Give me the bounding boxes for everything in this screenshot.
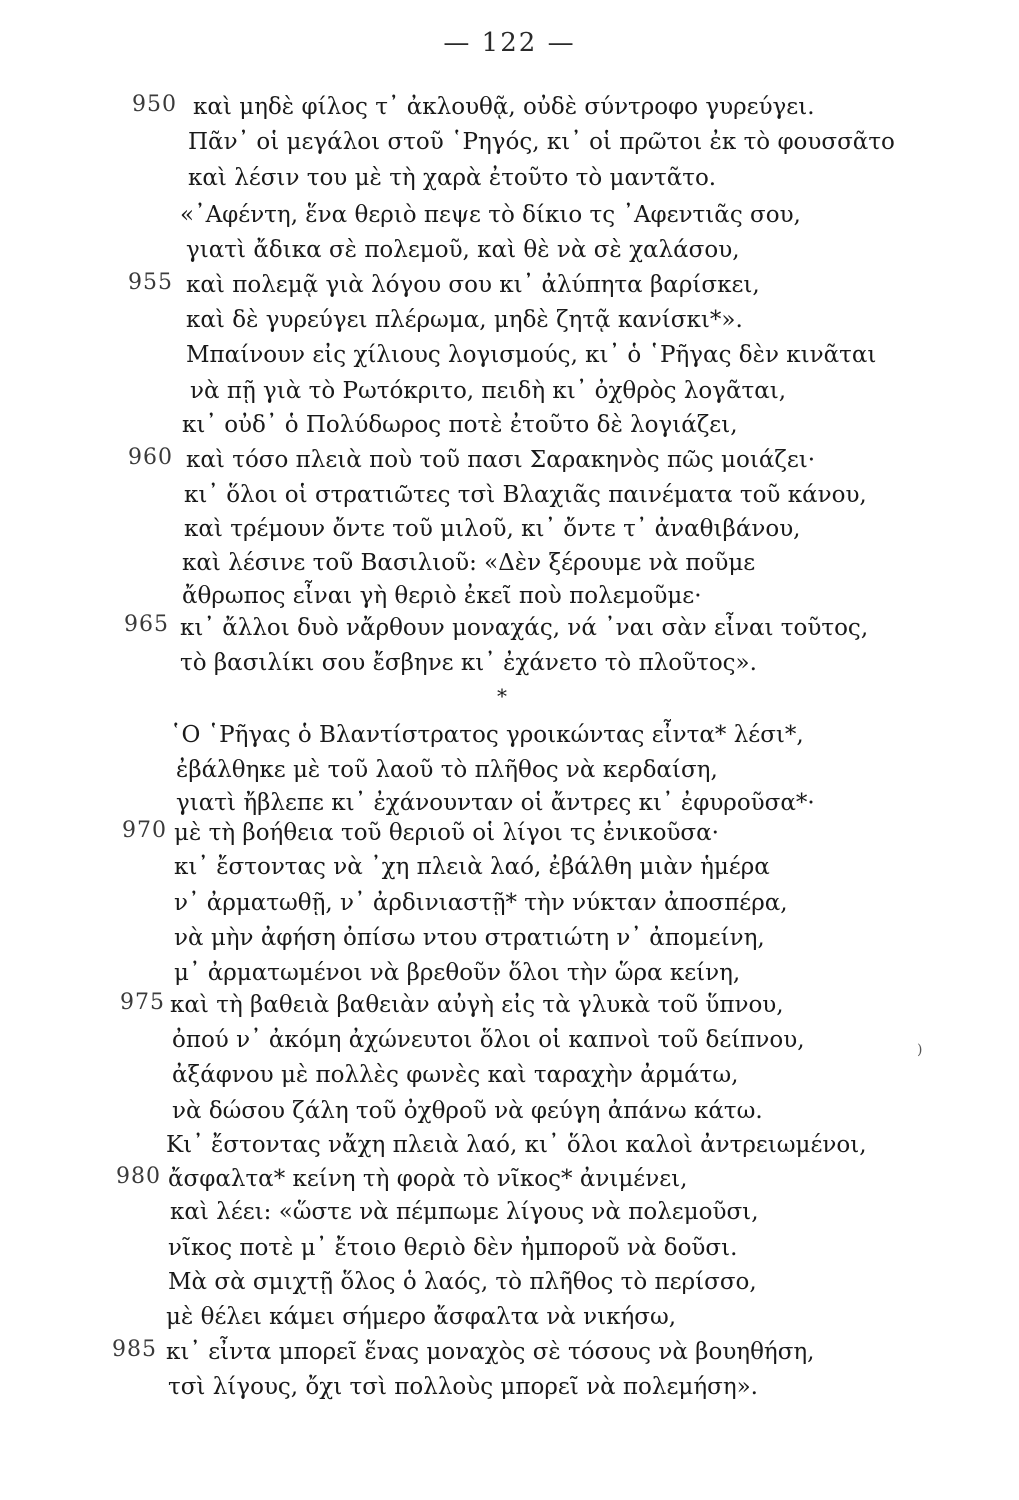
verse-line: Μπαίνουν εἰς χίλιους λογισμούς, κι᾿ ὁ ῾Ρῆγας δὲν κινᾶται [186,342,877,368]
verse-number: 960 [128,445,173,470]
verse-line: ἀξάφνου μὲ πολλὲς φωνὲς καὶ ταραχὴν ἀρμάτω, [172,1062,739,1088]
verse-line: νῖκος ποτὲ μ᾿ ἔτοιο θεριὸ δὲν ἠμποροῦ νὰ δοῦσι. [168,1235,738,1261]
section-break-asterisk: * [497,684,507,708]
verse-line: ὀπού ν᾿ ἀκόμη ἀχώνευτοι ὅλοι οἱ καπνοὶ τοῦ δείπνου, [172,1027,805,1053]
verse-line: Κι᾿ ἔστοντας νἄχη πλειὰ λαό, κι᾿ ὅλοι καλοὶ ἀντρειωμένοι, [166,1132,867,1158]
verse-line: καὶ τόσο πλειὰ ποὺ τοῦ πασι Σαρακηνὸς πῶς μοιάζει· [186,447,816,473]
verse-number: 985 [112,1337,157,1362]
verse-line: ἐβάλθηκε μὲ τοῦ λαοῦ τὸ πλῆθος νὰ κερδαίση, [176,757,718,783]
stray-mark: ) [917,1042,923,1058]
verse-line: Πᾶν᾿ οἱ μεγάλοι στοῦ ῾Ρηγός, κι᾿ οἱ πρῶτοι ἐκ τὸ φουσσᾶτο [188,129,895,155]
verse-line: τσὶ λίγους, ὄχι τσὶ πολλοὺς μπορεῖ νὰ πολεμήση». [168,1374,758,1400]
verse-line: καὶ μηδὲ φίλος τ᾿ ἀκλουθᾷ, οὐδὲ σύντροφο γυρεύγει. [193,94,815,120]
verse-line: καὶ τρέμουν ὄντε τοῦ μιλοῦ, κι᾿ ὄντε τ᾿ ἀναθιβάνου, [184,516,801,542]
verse-number: 980 [116,1164,161,1189]
verse-line: καὶ λέει: «ὥστε νὰ πέμπωμε λίγους νὰ πολεμοῦσι, [170,1199,759,1225]
verse-line: «᾿Αφέντη, ἕνα θεριὸ πεψε τὸ δίκιο τς ᾿Αφεντιᾶς σου, [180,202,801,228]
verse-line: μ᾿ ἀρματωμένοι νὰ βρεθοῦν ὅλοι τὴν ὥρα κείνη, [174,960,741,986]
verse-line: γιατὶ ἤβλεπε κι᾿ ἐχάνουνταν οἱ ἄντρες κι᾿ ἐφυροῦσα*· [176,790,815,816]
verse-number: 970 [122,818,167,843]
verse-line: κι᾿ εἶντα μπορεῖ ἕνας μοναχὸς σὲ τόσους νὰ βουηθήση, [166,1339,815,1365]
verse-line: ν᾿ ἀρματωθῇ, ν᾿ ἀρδινιαστῇ* τὴν νύκταν ἀποσπέρα, [174,890,788,916]
verse-line: μὲ θέλει κάμει σήμερο ἄσφαλτα νὰ νικήσω, [166,1304,677,1330]
verse-number: 950 [132,92,177,117]
verse-line: ἄθρωπος εἶναι γὴ θεριὸ ἐκεῖ ποὺ πολεμοῦμε· [182,583,702,609]
verse-line: καὶ λέσιν του μὲ τὴ χαρὰ ἐτοῦτο τὸ μαντᾶτο. [188,165,717,191]
verse-line: κι᾿ ἄλλοι δυὸ νἄρθουν μοναχάς, νά ᾿ναι σὰν εἶναι τοῦτος, [180,615,869,641]
verse-line: κι᾿ ὅλοι οἱ στρατιῶτες τσὶ Βλαχιᾶς παινέματα τοῦ κάνου, [184,482,867,508]
verse-line: ῾Ο ῾Ρῆγας ὁ Βλαντίστρατος γροικώντας εἶντα* λέσι*, [170,722,804,748]
verse-number: 975 [120,990,165,1015]
verse-line: καὶ τὴ βαθειὰ βαθειὰν αὐγὴ εἰς τὰ γλυκὰ τοῦ ὕπνου, [170,992,784,1018]
verse-line: τὸ βασιλίκι σου ἔσβηνε κι᾿ ἐχάνετο τὸ πλοῦτος». [180,650,757,676]
verse-line: νὰ δώσου ζάλη τοῦ ὀχθροῦ νὰ φεύγη ἀπάνω κάτω. [172,1098,763,1124]
verse-line: καὶ λέσινε τοῦ Βασιλιοῦ: «Δὲν ξέρουμε νὰ ποῦμε [182,550,756,576]
verse-line: μὲ τὴ βοήθεια τοῦ θεριοῦ οἱ λίγοι τς ἐνικοῦσα· [174,820,719,846]
verse-line: καὶ δὲ γυρεύγει πλέρωμα, μηδὲ ζητᾷ κανίσκι*». [186,307,743,333]
verse-line: γιατὶ ἄδικα σὲ πολεμοῦ, καὶ θὲ νὰ σὲ χαλάσου, [186,237,740,263]
verse-line: νὰ μὴν ἀφήση ὀπίσω ντου στρατιώτη ν᾿ ἀπομείνη, [174,925,765,951]
verse-line: κι᾿ ἔστοντας νὰ ᾿χη πλειὰ λαό, ἐβάλθη μιὰν ἡμέρα [174,854,770,880]
page-number: — 122 — [443,28,576,58]
verse-number: 965 [124,612,169,637]
verse-number: 955 [128,270,173,295]
verse-line: ἄσφαλτα* κείνη τὴ φορὰ τὸ νῖκος* ἀνιμένει, [168,1166,688,1192]
verse-line: Μὰ σὰ σμιχτῇ ὅλος ὁ λαός, τὸ πλῆθος τὸ περίσσο, [168,1269,757,1295]
verse-line: κι᾿ οὐδ᾿ ὁ Πολύδωρος ποτὲ ἐτοῦτο δὲ λογιάζει, [182,412,738,438]
verse-line: νὰ πῇ γιὰ τὸ Ρωτόκριτο, πειδὴ κι᾿ ὀχθρὸς λογᾶται, [190,378,787,404]
verse-line: καὶ πολεμᾷ γιὰ λόγου σου κι᾿ ἀλύπητα βαρίσκει, [186,272,760,298]
